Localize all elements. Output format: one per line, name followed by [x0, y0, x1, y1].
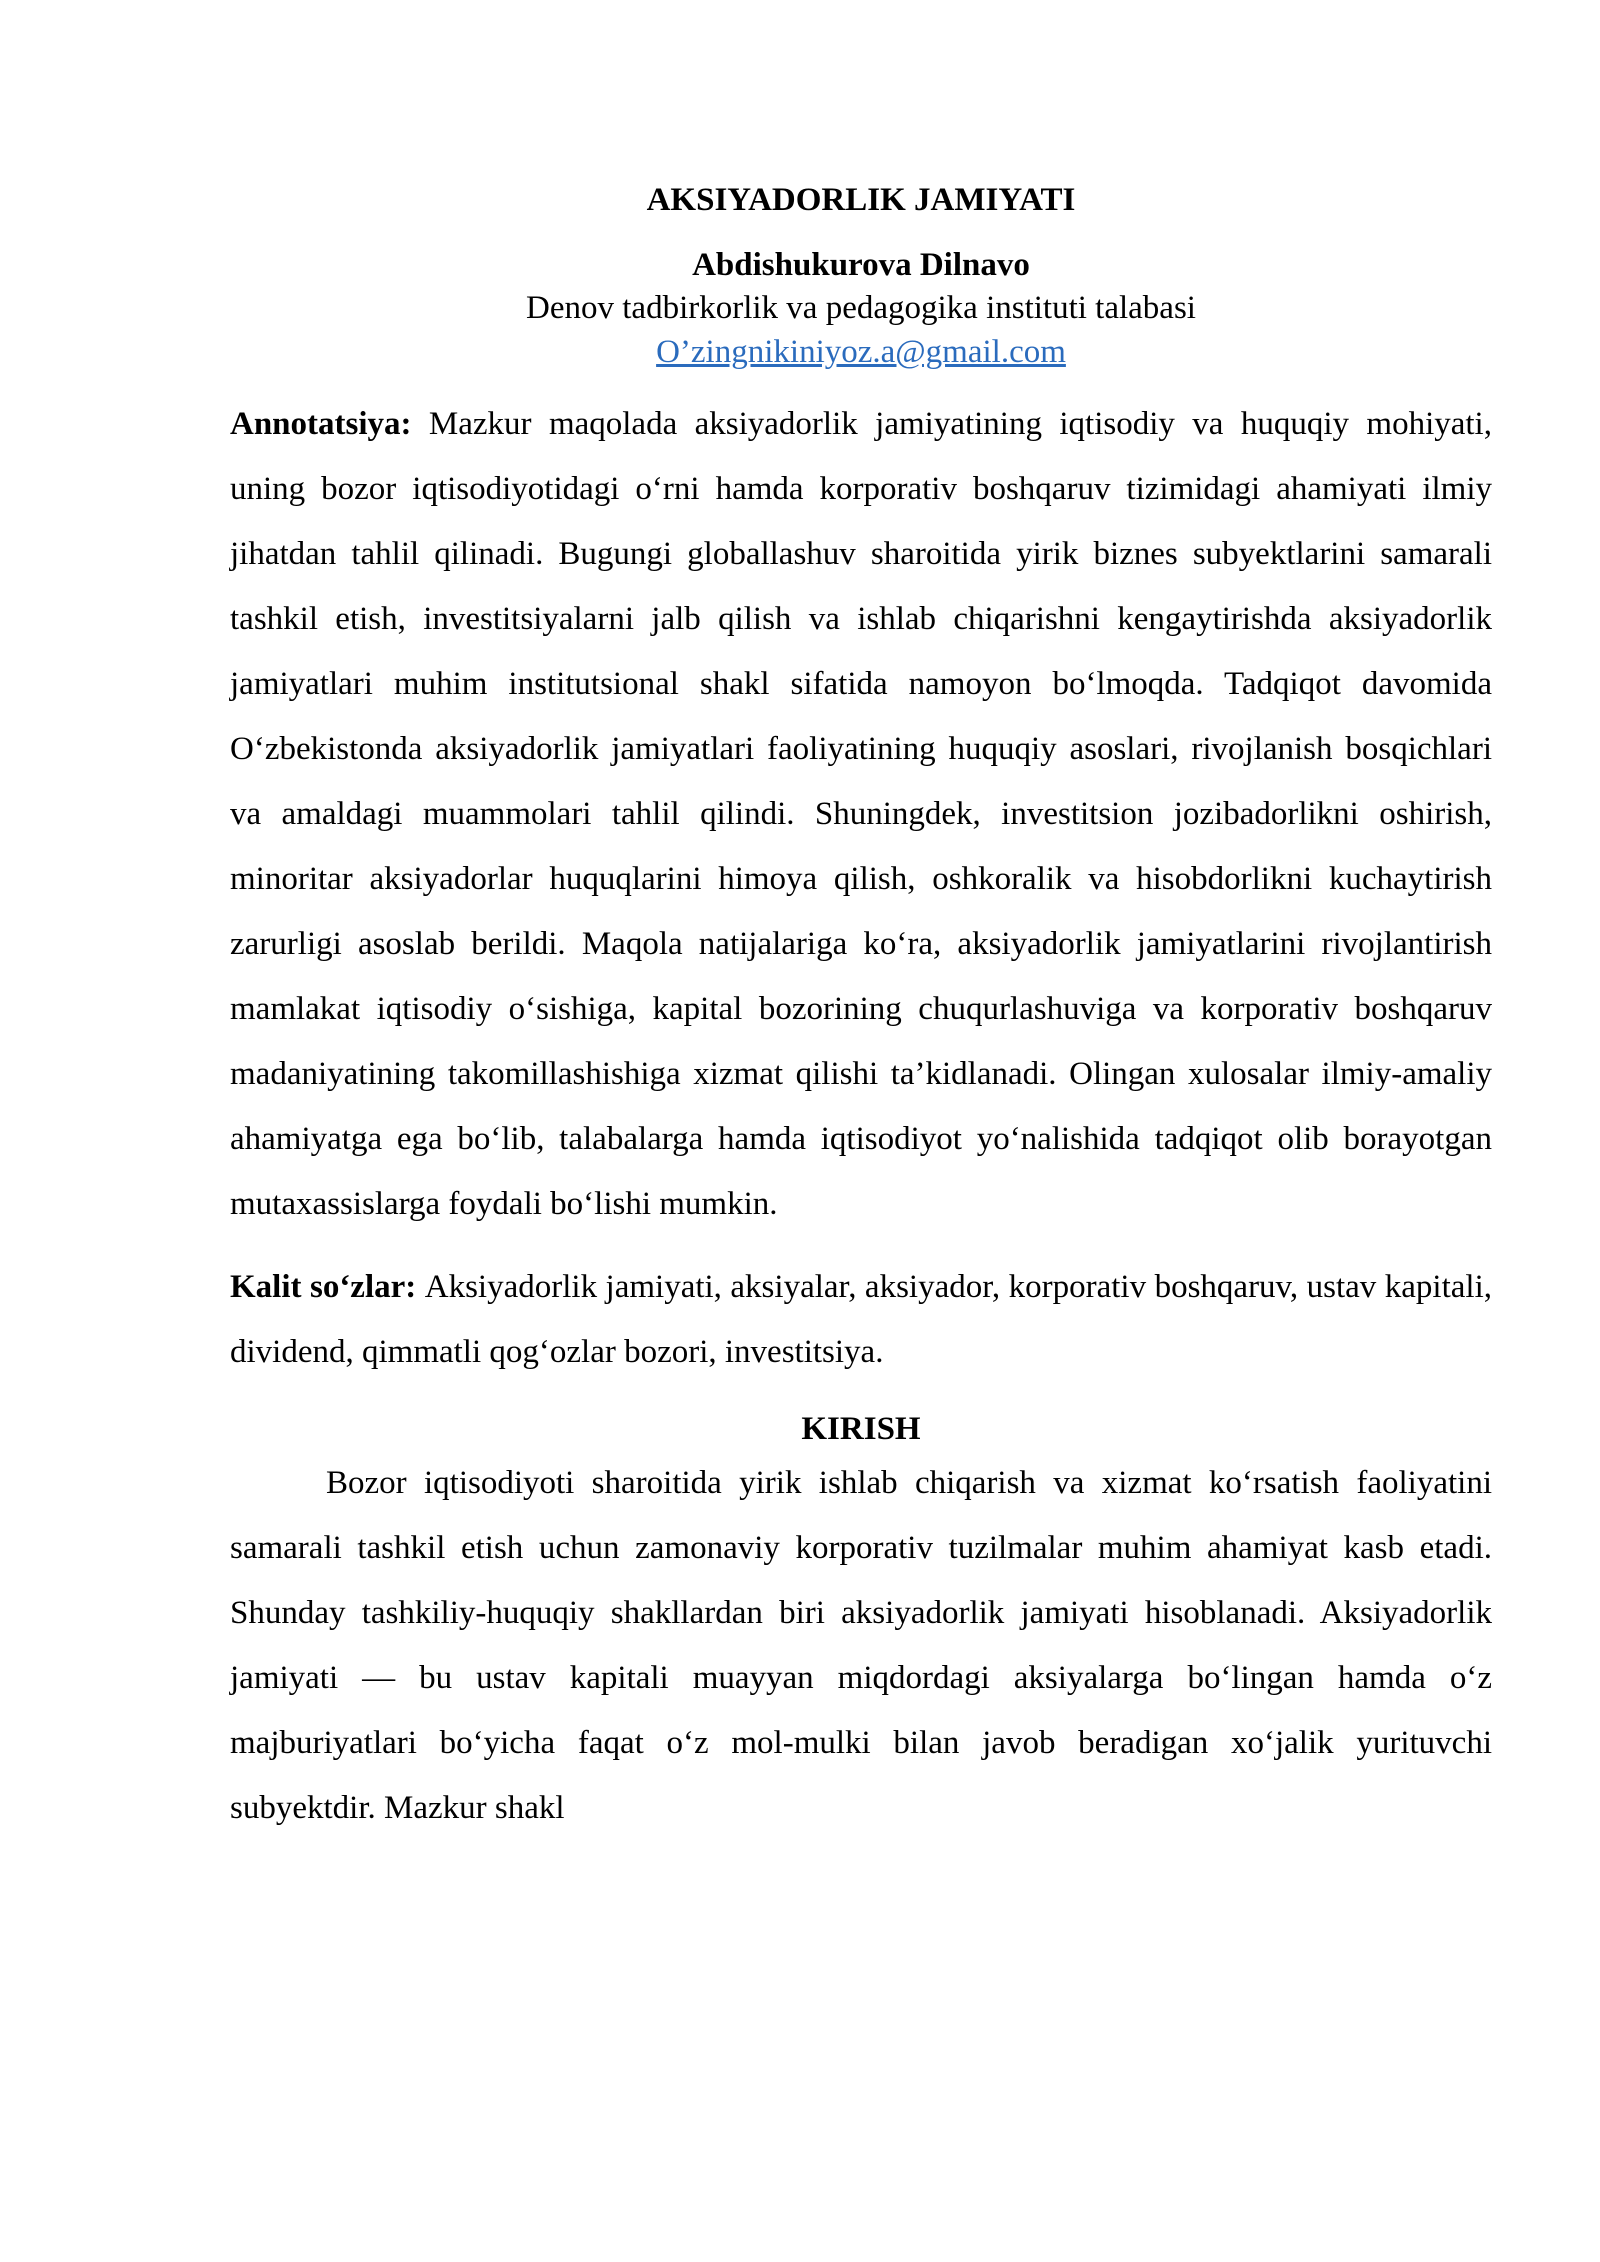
author-email-link[interactable]: O’zingnikiniyoz.a@gmail.com — [656, 334, 1066, 370]
paper-title: AKSIYADORLIK JAMIYATI — [646, 182, 1076, 218]
author-affiliation: Denov tadbirkorlik va pedagogika instituti talabasi — [526, 290, 1196, 326]
paper-page — [230, 180, 1492, 1841]
section-heading-intro: KIRISH — [801, 1411, 921, 1447]
keywords-text: Aksiyadorlik jamiyati, aksiyalar, aksiyador, korporativ boshqaruv, ustav kapitali, dividend, qimmatli qog‘ozlar bozori, investitsiya. — [230, 1269, 1493, 1370]
abstract-label: Annotatsiya: — [230, 406, 429, 442]
email-line — [230, 330, 1492, 374]
keywords-label: Kalit so‘zlar: — [230, 1269, 425, 1305]
abstract-paragraph — [230, 392, 1492, 1237]
abstract-text: Mazkur maqolada aksiyadorlik jamiyatining iqtisodiy va huquqiy mohiyati, uning bozor iqtisodiyotidagi o‘rni hamda korporativ boshqaruv tizimidagi ahamiyati ilmiy jihatdan tahlil qilinadi. Bugungi globallashuv sharoitida yirik biznes subyektlarini samarali tashkil etish, investitsiyalarni jalb qilish va ishlab chiqarishni kengaytirishda aksiyadorlik jamiyatlari muhim institutsional shakl sifatida namoyon bo‘lmoqda. Tadqiqot davomida O‘zbekistonda aksiyadorlik jamiyatlari faoliyatining huquqiy asoslari, rivojlanish bosqichlari va amaldagi muammolari tahlil qilindi. Shuningdek, investitsion jozibadorlikni oshirish, minoritar aksiyadorlar huquqlarini himoya qilish, oshkoralik va hisobdorlikni kuchaytirish zarurligi asoslab berildi. Maqola natijalariga ko‘ra, aksiyadorlik jamiyatlarini rivojlantirish mamlakat iqtisodiy o‘sishiga, kapital bozorining chuqurlashuviga va korporativ boshqaruv madaniyatining takomillashishiga xizmat qilishi ta’kidlanadi. Olingan xulosalar ilmiy-amaliy ahamiyatga ega bo‘lib, talabalarga hamda iqtisodiyot yo‘nalishida tadqiqot olib borayotgan mutaxassislarga foydali bo‘lishi mumkin. — [230, 406, 1492, 1222]
intro-paragraph: Bozor iqtisodiyoti sharoitida yirik ishlab chiqarish va xizmat ko‘rsatish faoliyatini samarali tashkil etish uchun zamonaviy korporativ tuzilmalar muhim ahamiyat kasb etadi. Shunday tashkiliy-huquqiy shakllardan biri aksiyadorlik jamiyati hisoblanadi. Aksiyadorlik jamiyati — bu ustav kapitali muayyan miqdordagi aksiyalarga bo‘lingan hamda o‘z majburiyatlari bo‘yicha faqat o‘z mol-mulki bilan javob beradigan xo‘jalik yurituvchi subyektdir. Mazkur shakl — [230, 1465, 1492, 1826]
author-name: Abdishukurova Dilnavo — [692, 247, 1030, 283]
keywords-paragraph — [230, 1255, 1492, 1385]
